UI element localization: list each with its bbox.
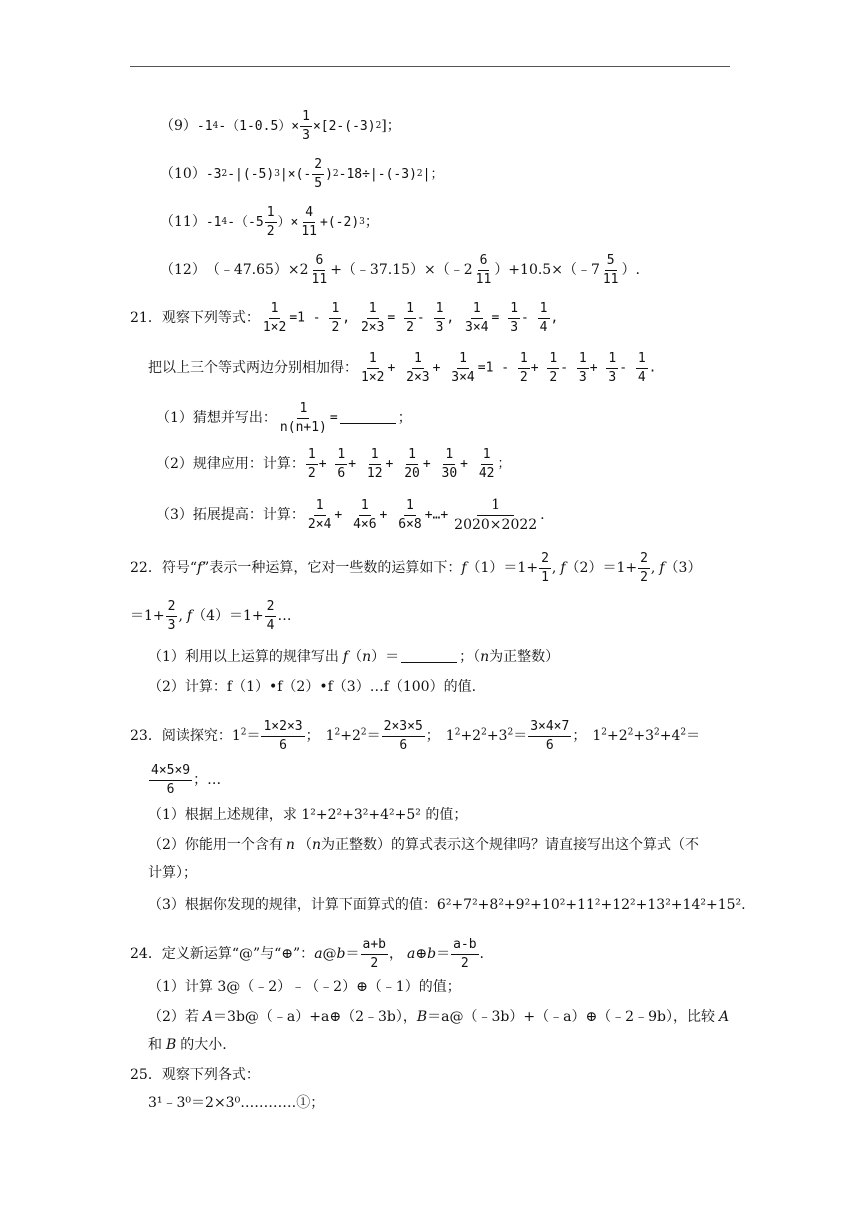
fraction: $\frac{1}{3}$ bbox=[302, 109, 310, 143]
problem-11: （11） -1 4 -（-5 $\frac{1}{2}$ ）× $\frac{4}{11}$ +(-2) 3 ； bbox=[160, 205, 379, 239]
answer-blank[interactable] bbox=[340, 413, 396, 424]
question-23-line-2: $\frac{4\times 5\times 9}{6}$ ；… bbox=[151, 763, 222, 797]
question-24-header: 24．定义新运算“@”与“⊕”： a@b＝ $\frac{a+b}{2}$ ， a⊕b＝ $\frac{a-b}{2}$ . bbox=[130, 937, 484, 971]
fraction: $\frac{4}{11}$ bbox=[301, 205, 318, 239]
question-25-line-1: 3¹﹣3⁰＝2×3⁰…………①； bbox=[148, 1095, 325, 1111]
fraction: $\frac{2}{5}$ bbox=[314, 157, 323, 191]
question-23-part-1: （1）根据上述规律，求 1²+2²+3²+4²+5² 的值； bbox=[148, 807, 468, 823]
question-25-header: 25．观察下列各式： bbox=[130, 1067, 260, 1083]
header-rule bbox=[130, 66, 730, 67]
answer-blank[interactable] bbox=[401, 652, 457, 663]
fraction: $\frac{5}{11}$ bbox=[602, 253, 619, 287]
question-21-part-2: （2）规律应用：计算： $\frac{1}{2}$ + $\frac{1}{6}$ + $\frac{1}{12}$ + $\frac{1}{20}$ + $\frac{1}{30}$ + $\frac{1}{42}$ ； bbox=[156, 447, 511, 481]
question-22-header: 22．符号“ f ”表示一种运算，它对一些数的运算如下： f（1）＝1+ $\frac{2}{1}$ , f（2）＝1+ $\frac{2}{2}$ , f（3） bbox=[130, 551, 702, 585]
fraction: $\frac{6}{11}$ bbox=[475, 253, 492, 287]
question-22-line-2: ＝1+ $\frac{2}{3}$ , f（4）＝1+ $\frac{2}{4}$ … bbox=[130, 599, 292, 633]
question-23-part-2-cont: 计算）； bbox=[148, 865, 197, 881]
question-24-part-2: （2）若 A ＝3b@（﹣a）+a⊕（2﹣3b）， B ＝a@（﹣3b）+（﹣a）⊕（﹣2﹣9b），比较 A bbox=[148, 1009, 730, 1025]
question-23-header: 23．阅读探究： $1^2=$ $\frac{1\times 2\times 3}{6}$ ； $1^2+2^2=$ $\frac{2\times 3\times 5}{6}$ ； $1^2+2^2+3^2=$ $\frac{3\times 4\times 7}{6}$ ； $1^2+2^2+3^2+4^2=$ bbox=[130, 719, 701, 753]
problem-12: （12） （﹣47.65）×2 $\frac{6}{11}$ +（﹣37.15）×（﹣2 $\frac{6}{11}$ ）+10.5×（﹣7 $\frac{5}{11}$ ）. bbox=[160, 253, 640, 287]
question-21-part-3: （3）拓展提高：计算： $\frac{1}{2\times 4}$ + $\frac{1}{4\times 6}$ + $\frac{1}{6\times 8}$ +…+ $\frac{1}{2020\times 2022}$ . bbox=[156, 497, 545, 533]
question-23-part-2: （2）你能用一个含有 n （ n 为正整数）的算式表示这个规律吗？请直接写出这个算式（不 bbox=[148, 837, 699, 853]
problem-10: （10） -3 2 -|(-5) 3 |×(- $\frac{2}{5}$ ) 2 -18÷|-(-3) 2 |； bbox=[160, 157, 444, 191]
problem-9: （9） -1 4 -（1-0.5）× $\frac{1}{3}$ ×[2-(-3) 2 ]； bbox=[160, 109, 401, 143]
fraction: $\frac{6}{11}$ bbox=[311, 253, 328, 287]
question-21-header: 21．观察下列等式： $\frac{1}{1\times 2}$ =1 - $\frac{1}{2}$ , $\frac{1}{2\times 3}$ = $\frac{1}{2}$ - $\frac{1}{3}$ , $\frac{1}{3\times 4}$ = $\frac{1}{3}$ - $\frac{1}{4}$ , bbox=[130, 301, 559, 335]
question-21-part-1: （1）猜想并写出： $\frac{1}{n(n+1)}$ = ； bbox=[156, 401, 412, 435]
question-22-part-1: （1）利用以上运算的规律写出 f （ n ）＝ ；（ n 为正整数） bbox=[148, 649, 560, 665]
question-21-sum: 把以上三个等式两边分别相加得： $\frac{1}{1\times 2}$ + $\frac{1}{2\times 3}$ + $\frac{1}{3\times 4}$ =1 - $\frac{1}{2}$ + $\frac{1}{2}$ - $\frac{1}{3}$ + $\frac{1}{3}$ - $\frac{1}{4}$ . bbox=[148, 351, 657, 385]
fraction: $\frac{1}{2}$ bbox=[266, 205, 275, 239]
question-24-part-2-cont: 和 B 的大小. bbox=[148, 1037, 227, 1053]
question-24-part-1: （1）计算 3@（﹣2）﹣（﹣2）⊕（﹣1）的值； bbox=[148, 979, 461, 995]
question-22-part-2: （2）计算：f（1）•f（2）•f（3）…f（100）的值. bbox=[148, 679, 477, 695]
question-23-part-3: （3）根据你发现的规律，计算下面算式的值：6²+7²+8²+9²+10²+11²+12²+13²+14²+15². bbox=[148, 897, 746, 913]
